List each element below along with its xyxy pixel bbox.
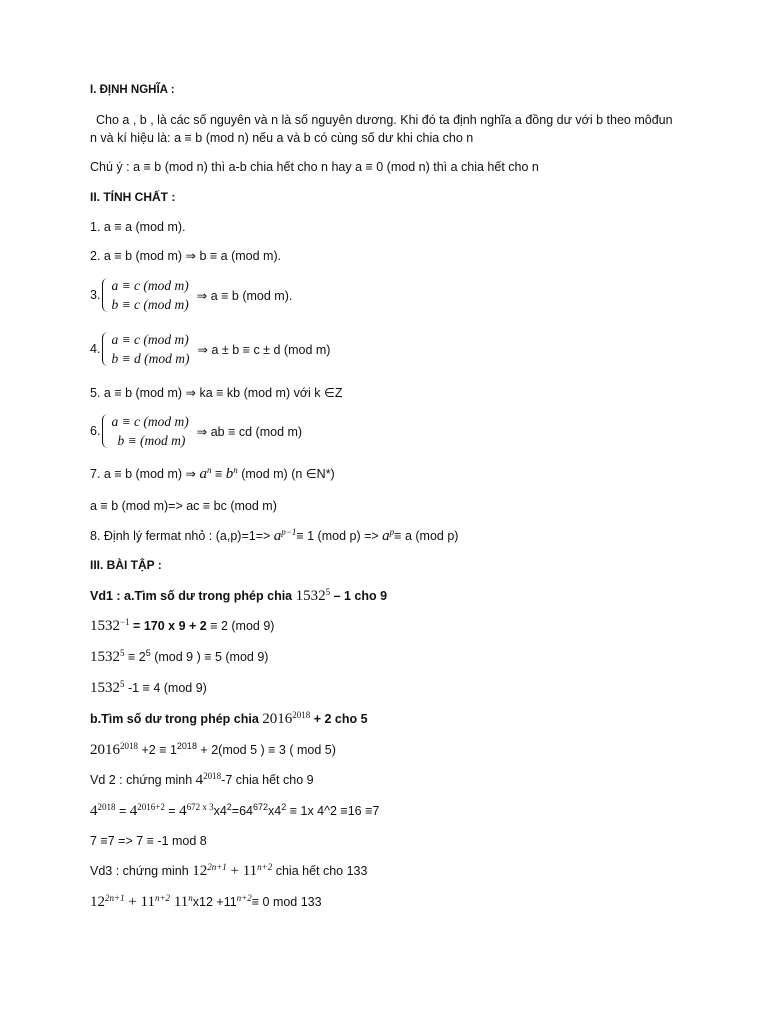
brace-icon bbox=[102, 278, 109, 312]
step-4-mid: +2 ≡ 1 bbox=[138, 743, 177, 757]
property-7-a: a bbox=[199, 466, 207, 482]
property-3-result: ⇒ a ≡ b (mod m). bbox=[196, 288, 293, 303]
step-5-exp-4: 2 bbox=[226, 801, 232, 812]
example-1b-title bbox=[90, 711, 368, 727]
step-7-suffix: ≡ 0 mod 133 bbox=[251, 895, 322, 909]
example-3-prefix: Vd3 : chứng minh bbox=[90, 864, 193, 878]
step-5-text-5: x4 bbox=[268, 804, 282, 818]
example-2-prefix: Vd 2 : chứng minh bbox=[90, 773, 196, 787]
example-1a-exp: 5 bbox=[325, 586, 331, 597]
step-5-text-1: = bbox=[115, 804, 130, 818]
definition-line-1: Cho a , b , là các số nguyên và n là số nguyên dương. Khi đó ta định nghĩa a đồng dư với b theo môđun bbox=[96, 113, 673, 127]
step-5-exp-6: 2 bbox=[281, 801, 287, 812]
step-5-exp-5: 672 bbox=[253, 801, 269, 812]
step-3-base: 1532 bbox=[90, 680, 120, 696]
property-3-row-2: b ≡ c (mod m) bbox=[111, 297, 189, 312]
step-1-exp: −1 bbox=[120, 616, 130, 627]
example-2-conclusion: 7 ≡7 => 7 ≡ -1 mod 8 bbox=[90, 834, 207, 848]
property-8-a-1: a bbox=[273, 528, 282, 544]
example-3-title bbox=[90, 863, 367, 879]
property-8-exp-2: p bbox=[389, 526, 395, 537]
heading-exercises: III. BÀI TẬP : bbox=[90, 558, 162, 572]
property-7-suffix: (mod m) (n ∈N*) bbox=[237, 467, 335, 481]
property-7-mid: ≡ bbox=[211, 467, 226, 481]
property-8-prefix: 8. Định lý fermat nhỏ : (a,p)=1=> bbox=[90, 529, 274, 543]
heading-definition: I. ĐỊNH NGHĨA : bbox=[90, 84, 175, 96]
property-6-number: 6. bbox=[90, 424, 101, 438]
example-2-title bbox=[90, 772, 314, 788]
example-1a-title bbox=[90, 588, 387, 604]
step-5-base-2: 4 bbox=[129, 803, 138, 819]
example-2-exp: 2018 bbox=[203, 770, 222, 781]
step-2-base: 1532 bbox=[90, 649, 120, 665]
step-1-bold: = 170 x 9 + 2 bbox=[129, 619, 207, 633]
example-3-exp-2: n+2 bbox=[257, 861, 273, 872]
step-5-exp-2: 2016+2 bbox=[137, 801, 165, 812]
step-7-exp-1: 2n+1 bbox=[105, 892, 125, 903]
property-4-number: 4. bbox=[90, 342, 101, 356]
property-6-row-2: b ≡ (mod m) bbox=[117, 433, 186, 448]
step-2-exp-2: 5 bbox=[145, 647, 151, 658]
example-1-step-1 bbox=[90, 618, 274, 634]
property-1: 1. a ≡ a (mod m). bbox=[90, 220, 186, 234]
step-4-exp-2: 2018 bbox=[176, 740, 197, 751]
example-3-mid: + 11 bbox=[226, 863, 258, 879]
property-2: 2. a ≡ b (mod m) ⇒ b ≡ a (mod m). bbox=[90, 249, 282, 263]
property-4-result: ⇒ a ± b ≡ c ± d (mod m) bbox=[197, 342, 331, 357]
property-6-result: ⇒ ab ≡ cd (mod m) bbox=[196, 424, 303, 439]
property-7-exp-2: n bbox=[233, 464, 238, 475]
example-1b-suffix: + 2 cho 5 bbox=[310, 712, 368, 726]
step-5-text-3: x4 bbox=[213, 804, 227, 818]
step-4-exp: 2018 bbox=[120, 740, 138, 751]
step-2-suffix: (mod 9 ) ≡ 5 (mod 9) bbox=[150, 650, 269, 664]
property-7b: a ≡ b (mod m)=> ac ≡ bc (mod m) bbox=[90, 499, 277, 513]
property-8-suffix: ≡ a (mod p) bbox=[394, 529, 459, 543]
step-3-exp: 5 bbox=[120, 678, 125, 689]
step-5-exp-3: 672 x 3 bbox=[186, 801, 214, 812]
property-4-row-1: a ≡ c (mod m) bbox=[111, 332, 189, 347]
definition-line-2: n và kí hiệu là: a ≡ b (mod n) nếu a và b có cùng số dư khi chia cho n bbox=[90, 131, 474, 145]
step-7-exp-3: n bbox=[188, 892, 193, 903]
step-3-suffix: -1 ≡ 4 (mod 9) bbox=[124, 681, 207, 695]
example-1b-exp: 2018 bbox=[292, 709, 311, 720]
step-4-suffix: + 2(mod 5 ) ≡ 3 ( mod 5) bbox=[196, 743, 336, 757]
property-3-number: 3. bbox=[90, 288, 101, 302]
step-7-exp-4: n+2 bbox=[236, 892, 252, 903]
property-6 bbox=[90, 412, 302, 450]
brace-icon bbox=[102, 414, 109, 448]
example-3-base: 12 bbox=[192, 863, 208, 879]
note-line: Chú ý : a ≡ b (mod n) thì a-b chia hết cho n hay a ≡ 0 (mod n) thì a chia hết cho n bbox=[90, 160, 539, 174]
example-1-step-3 bbox=[90, 680, 207, 696]
property-7-exp-1: n bbox=[206, 464, 212, 475]
step-1-suffix: ≡ 2 (mod 9) bbox=[206, 619, 275, 633]
example-1a-prefix: Vd1 : a.Tìm số dư trong phép chia bbox=[90, 589, 296, 603]
example-3-exp-1: 2n+1 bbox=[207, 861, 227, 872]
property-8-a-2: a bbox=[382, 528, 390, 544]
step-5-base-3: 4 bbox=[179, 803, 187, 819]
example-2-base: 4 bbox=[195, 772, 204, 788]
property-4 bbox=[90, 330, 330, 368]
example-2-step bbox=[90, 803, 379, 819]
step-7-text-1: + 11 bbox=[124, 894, 155, 910]
step-7-exp-2: n+2 bbox=[154, 892, 171, 903]
property-4-row-2: b ≡ d (mod m) bbox=[111, 351, 190, 366]
example-1a-suffix: – 1 cho 9 bbox=[330, 589, 388, 603]
step-5-text-2: = bbox=[164, 804, 180, 818]
example-1b-step bbox=[90, 742, 336, 758]
property-8-mid: ≡ 1 (mod p) => bbox=[296, 529, 383, 543]
example-3-step bbox=[90, 894, 322, 910]
property-5: 5. a ≡ b (mod m) ⇒ ka ≡ kb (mod m) với k ∈Z bbox=[90, 386, 343, 400]
step-2-mid: ≡ 2 bbox=[124, 650, 146, 664]
step-4-base: 2016 bbox=[90, 742, 120, 758]
step-5-base-1: 4 bbox=[90, 803, 98, 819]
property-6-row-1: a ≡ c (mod m) bbox=[111, 414, 189, 429]
example-1-step-2 bbox=[90, 649, 268, 665]
step-5-suffix: ≡ 1x 4^2 ≡16 ≡7 bbox=[286, 804, 380, 818]
property-3-row-1: a ≡ c (mod m) bbox=[111, 278, 189, 293]
heading-properties: II. TÍNH CHẤT : bbox=[90, 190, 176, 204]
example-1b-prefix: b.Tìm số dư trong phép chia bbox=[90, 712, 263, 726]
property-7-prefix: 7. a ≡ b (mod m) ⇒ bbox=[90, 467, 200, 481]
step-5-text-4: =64 bbox=[231, 804, 254, 818]
example-1b-base: 2016 bbox=[262, 711, 293, 727]
property-7-b: b bbox=[225, 466, 234, 482]
brace-icon bbox=[102, 332, 109, 366]
step-7-text-3: x12 +11 bbox=[192, 895, 237, 909]
step-2-exp: 5 bbox=[120, 647, 125, 658]
example-1a-base: 1532 bbox=[295, 588, 326, 604]
step-7-base: 12 bbox=[90, 894, 105, 910]
property-8 bbox=[90, 528, 458, 544]
property-7 bbox=[90, 466, 335, 482]
property-3 bbox=[90, 276, 292, 314]
step-1-base: 1532 bbox=[90, 618, 120, 634]
property-8-exp-1: p−1 bbox=[281, 526, 297, 537]
example-3-suffix: chia hết cho 133 bbox=[272, 864, 368, 878]
example-2-suffix: -7 chia hết cho 9 bbox=[221, 773, 314, 787]
step-7-text-2: 11 bbox=[170, 894, 189, 910]
step-5-exp-1: 2018 bbox=[97, 801, 116, 812]
